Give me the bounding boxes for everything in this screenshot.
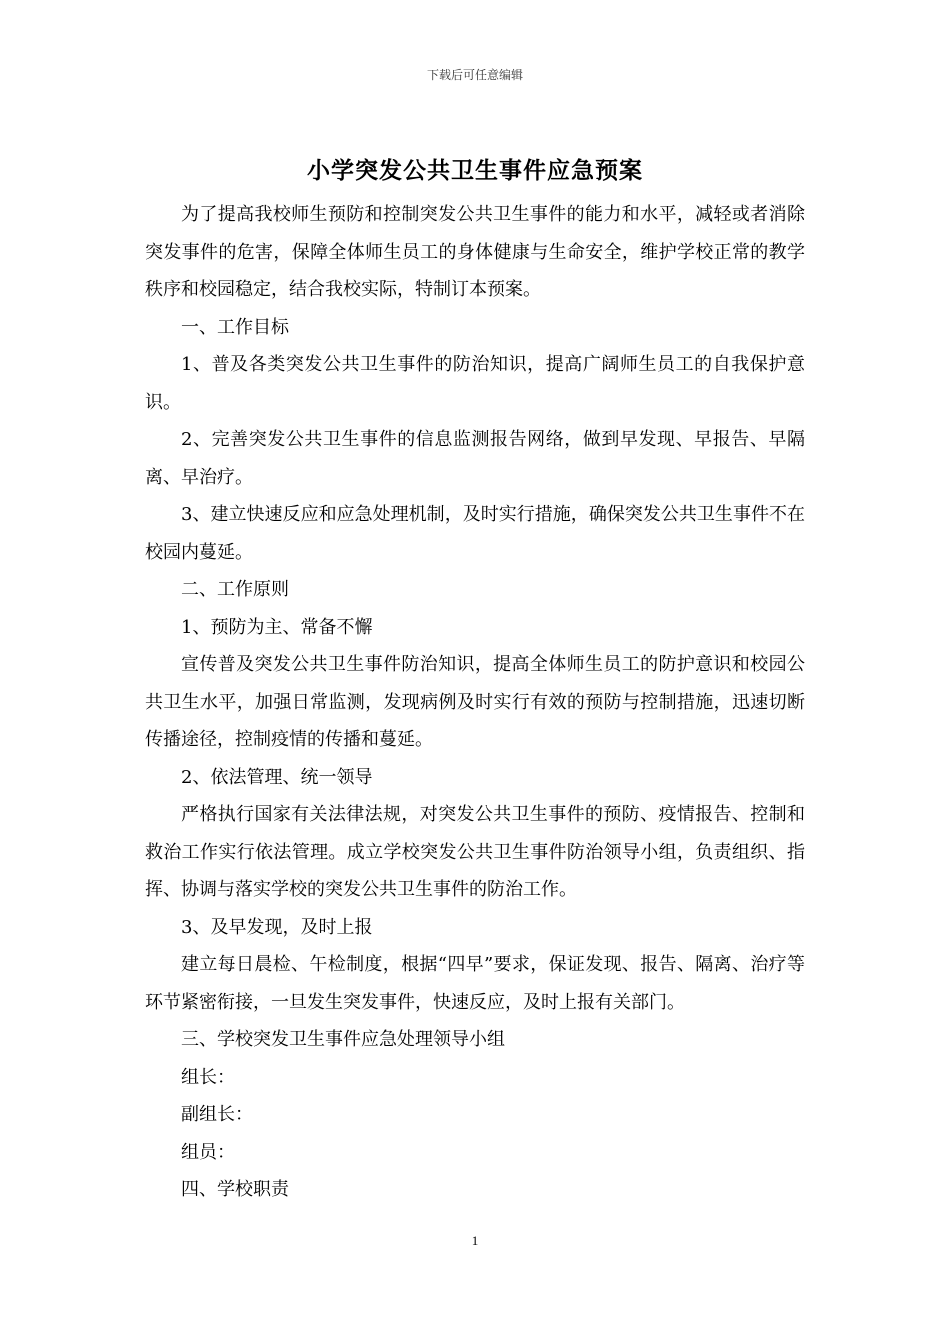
page-number: 1	[471, 1233, 479, 1248]
principle-heading-2: 2、依法管理、统一领导	[181, 766, 373, 788]
goal-item-1: 1、普及各类突发公共卫生事件的防治知识，提高广阔师生员工的自我保护意识。	[145, 354, 805, 413]
section-heading-principles: 二、工作原则	[181, 579, 289, 600]
principle-heading-1: 1、预防为主、常备不懈	[181, 616, 373, 638]
goal-item-2: 2、完善突发公共卫生事件的信息监测报告网络，做到早发现、早报告、早隔离、早治疗。	[145, 429, 805, 488]
principle-body-2: 严格执行国家有关法律法规，对突发公共卫生事件的预防、疫情报告、控制和救治工作实行依法管理。成立学校突发公共卫生事件防治领导小组，负责组织、指挥、协调与落实学校的突发公共卫生事件的防治工作。	[145, 804, 805, 900]
leader-line: 组长：	[181, 1066, 235, 1088]
principle-body-3: 建立每日晨检、午检制度，根据“四早”要求，保证发现、报告、隔离、治疗等环节紧密衔接，一旦发生突发事件，快速反应，及时上报有关部门。	[145, 954, 805, 1013]
section-heading-leadership: 三、学校突发卫生事件应急处理领导小组	[181, 1029, 505, 1050]
intro-paragraph: 为了提高我校师生预防和控制突发公共卫生事件的能力和水平，减轻或者消除突发事件的危害，保障全体师生员工的身体健康与生命安全，维护学校正常的教学秩序和校园稳定，结合我校实际，特制订本预案。	[145, 204, 805, 300]
principle-heading-3: 3、及早发现，及时上报	[181, 916, 373, 938]
members-line: 组员：	[181, 1141, 235, 1163]
document-title: 小学突发公共卫生事件应急预案	[307, 158, 643, 184]
principle-body-1: 宣传普及突发公共卫生事件防治知识，提高全体师生员工的防护意识和校园公共卫生水平，加强日常监测，发现病例及时实行有效的预防与控制措施，迅速切断传播途径，控制疫情的传播和蔓延。	[145, 654, 805, 750]
section-heading-duties: 四、学校职责	[181, 1179, 289, 1200]
goal-item-3: 3、建立快速反应和应急处理机制，及时实行措施，确保突发公共卫生事件不在校园内蔓延。	[145, 504, 805, 563]
header-note: 下载后可任意编辑	[426, 68, 523, 82]
document-body	[145, 196, 805, 1209]
section-heading-goals: 一、工作目标	[181, 316, 289, 338]
deputy-leader-line: 副组长：	[181, 1104, 253, 1125]
